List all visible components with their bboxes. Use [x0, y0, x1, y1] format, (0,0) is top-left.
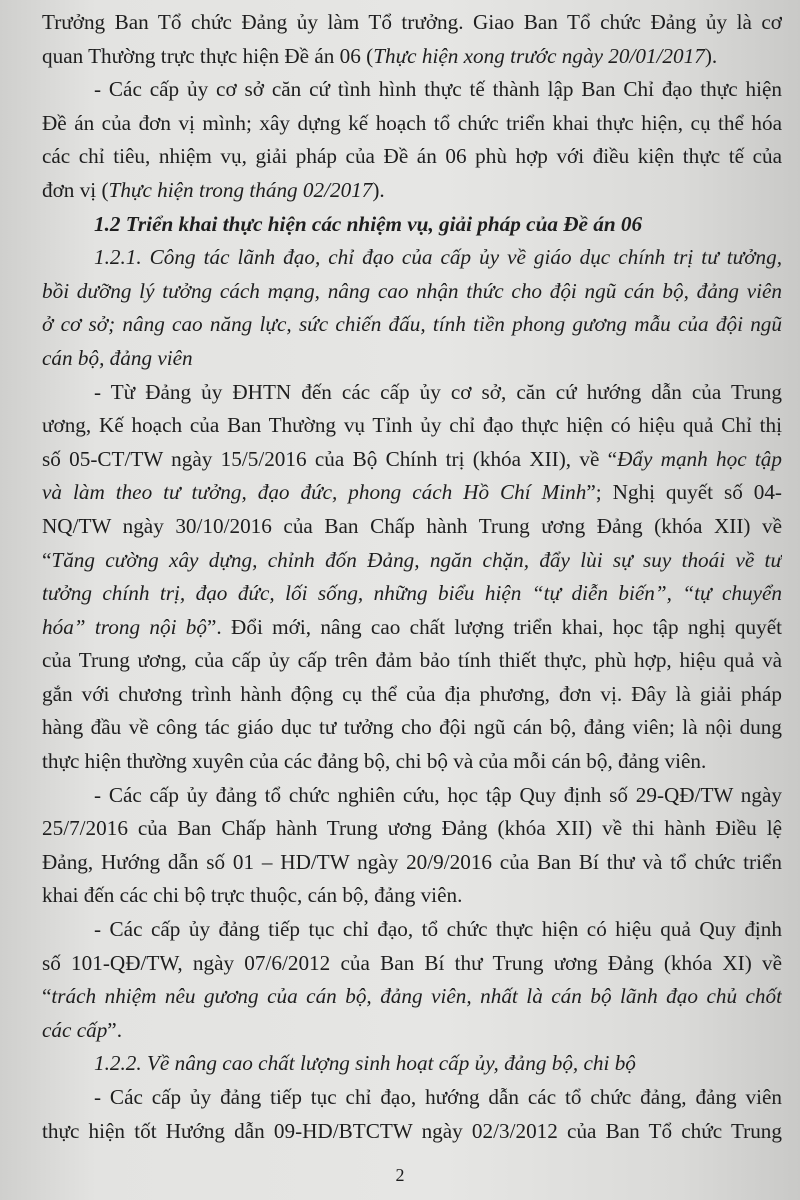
paragraph — [42, 779, 782, 913]
text-run: 1.2.1. Công tác lãnh đạo, chỉ đạo của cấp ủy về giáo dục chính trị tư tưởng, — [94, 245, 782, 270]
text-line — [42, 443, 782, 477]
text-line — [42, 376, 782, 410]
text-run: ”. Đổi mới, nâng cao chất lượng triển khai, học tập nghị quyết — [207, 614, 782, 639]
text-line — [42, 1081, 782, 1115]
text-line — [42, 308, 782, 342]
text-line — [42, 1014, 782, 1048]
text-run: các cấp — [42, 1017, 108, 1042]
document-body — [42, 6, 782, 1148]
text-run: đơn vị ( — [42, 177, 109, 202]
text-run: “ — [42, 547, 52, 572]
text-run: bồi dưỡng lý tưởng cách mạng, nâng cao nhận thức cho đội ngũ cán bộ, đảng viên — [42, 278, 782, 303]
text-line — [42, 947, 782, 981]
text-run: hóa” trong nội bộ — [42, 614, 207, 639]
text-run: Thực hiện trong tháng 02/2017 — [108, 177, 373, 202]
text-line — [42, 812, 782, 846]
text-line — [42, 846, 782, 880]
text-line — [42, 1115, 782, 1149]
text-line — [42, 980, 782, 1014]
text-line — [42, 644, 782, 678]
text-line — [42, 107, 782, 141]
page-number: 2 — [395, 1165, 405, 1185]
text-run: số 101-QĐ/TW, ngày 07/6/2012 của Ban Bí thư Trung ương Đảng (khóa XI) về — [42, 950, 782, 975]
paragraph — [42, 73, 782, 207]
text-run: thực hiện thường xuyên của các đảng bộ, chi bộ và của mỗi cán bộ, đảng viên. — [42, 749, 707, 774]
text-run: 1.2.2. Về nâng cao chất lượng sinh hoạt cấp ủy, đảng bộ, chi bộ — [94, 1051, 636, 1076]
paragraph — [42, 376, 782, 779]
text-line — [42, 409, 782, 443]
text-run: các chỉ tiêu, nhiệm vụ, giải pháp của Đề án 06 phù hợp với điều kiện thực tế của — [42, 144, 782, 169]
text-run: - Các cấp ủy cơ sở căn cứ tình hình thực tế thành lập Ban Chỉ đạo thực hiện — [94, 77, 782, 102]
text-line — [42, 1047, 782, 1081]
text-run: 1.2 Triển khai thực hiện các nhiệm vụ, giải pháp của Đề án 06 — [94, 211, 643, 236]
text-line — [42, 611, 782, 645]
text-run: và làm theo tư tưởng, đạo đức, phong cách Hồ Chí Minh — [42, 480, 587, 505]
text-line — [42, 577, 782, 611]
text-run: quan Thường trực thực hiện Đề án 06 ( — [42, 43, 374, 68]
text-run: - Các cấp ủy đảng tổ chức nghiên cứu, học tập Quy định số 29-QĐ/TW ngày — [94, 782, 782, 807]
text-run: cán bộ, đảng viên — [42, 345, 193, 370]
text-line — [42, 6, 782, 40]
text-run: tưởng chính trị, đạo đức, lối sống, những biểu hiện “tự diễn biến”, “tự chuyển — [42, 581, 782, 606]
text-run: khai đến các chi bộ trực thuộc, cán bộ, đảng viên. — [42, 883, 463, 908]
text-line — [42, 779, 782, 813]
text-run: ương, Kế hoạch của Ban Thường vụ Tỉnh ủy chỉ đạo thực hiện có hiệu quả Chỉ thị — [42, 413, 782, 438]
section-heading — [42, 208, 782, 242]
text-line — [42, 678, 782, 712]
paragraph — [42, 1081, 782, 1148]
text-run: - Các cấp ủy đảng tiếp tục chỉ đạo, hướng dẫn các tổ chức đảng, đảng viên — [94, 1085, 782, 1109]
text-line — [42, 544, 782, 578]
text-run: Đề án của đơn vị mình; xây dựng kế hoạch tổ chức triển khai thực hiện, cụ thể hóa — [42, 110, 782, 135]
text-line — [42, 275, 782, 309]
section-heading — [42, 1047, 782, 1081]
text-line — [42, 140, 782, 174]
paragraph — [42, 913, 782, 1047]
text-line — [42, 40, 782, 74]
text-run: thực hiện tốt Hướng dẫn 09-HD/BTCTW ngày 02/3/2012 của Ban Tổ chức Trung — [42, 1118, 782, 1143]
text-line — [42, 73, 782, 107]
text-run: số 05-CT/TW ngày 15/5/2016 của Bộ Chính trị (khóa XII), về “ — [42, 446, 618, 471]
section-heading — [42, 241, 782, 375]
text-run: gắn với chương trình hành động cụ thể của địa phương, đơn vị. Đây là giải pháp — [42, 681, 782, 706]
text-run: trách nhiệm nêu gương của cán bộ, đảng viên, nhất là cán bộ lãnh đạo chủ chốt — [51, 984, 782, 1009]
text-run: ở cơ sở; nâng cao năng lực, sức chiến đấu, tính tiền phong gương mẫu của đội ngũ — [42, 312, 782, 337]
text-run: Đẩy mạnh học tập — [617, 446, 782, 471]
text-run: Đảng, Hướng dẫn số 01 – HD/TW ngày 20/9/2016 của Ban Bí thư và tổ chức triển — [42, 849, 782, 874]
text-run: “ — [42, 984, 52, 1009]
text-line — [42, 510, 782, 544]
text-line — [42, 342, 782, 376]
text-line — [42, 913, 782, 947]
text-run: ). — [372, 177, 385, 202]
text-run: ). — [704, 43, 718, 68]
text-run: - Các cấp ủy đảng tiếp tục chỉ đạo, tổ chức thực hiện có hiệu quả Quy định — [94, 917, 782, 942]
text-line — [42, 711, 782, 745]
text-line — [42, 745, 782, 779]
text-run: ”; Nghị quyết số 04- — [586, 480, 782, 505]
text-run: 25/7/2016 của Ban Chấp hành Trung ương Đảng (khóa XII) về thi hành Điều lệ — [42, 816, 782, 841]
text-run: NQ/TW ngày 30/10/2016 của Ban Chấp hành Trung ương Đảng (khóa XII) về — [42, 513, 782, 538]
text-run: Trưởng Ban Tổ chức Đảng ủy làm Tổ trưởng. Giao Ban Tổ chức Đảng ủy là cơ — [42, 10, 782, 34]
text-line — [42, 476, 782, 510]
text-run: của Trung ương, của cấp ủy cấp trên đảm bảo tính thiết thực, phù hợp, hiệu quả và — [42, 648, 782, 673]
text-run: ”. — [107, 1017, 122, 1042]
text-run: - Từ Đảng ủy ĐHTN đến các cấp ủy cơ sở, căn cứ hướng dẫn của Trung — [94, 379, 782, 404]
text-line — [42, 174, 782, 208]
text-run: Thực hiện xong trước ngày 20/01/2017 — [373, 43, 705, 68]
text-run: hàng đầu về công tác giáo dục tư tưởng cho đội ngũ cán bộ, đảng viên; là nội dung — [42, 715, 782, 740]
paragraph — [42, 6, 782, 73]
text-line — [42, 879, 782, 913]
text-line — [42, 241, 782, 275]
text-line — [42, 208, 782, 242]
text-run: Tăng cường xây dựng, chỉnh đốn Đảng, ngăn chặn, đẩy lùi sự suy thoái về tư — [51, 547, 782, 572]
